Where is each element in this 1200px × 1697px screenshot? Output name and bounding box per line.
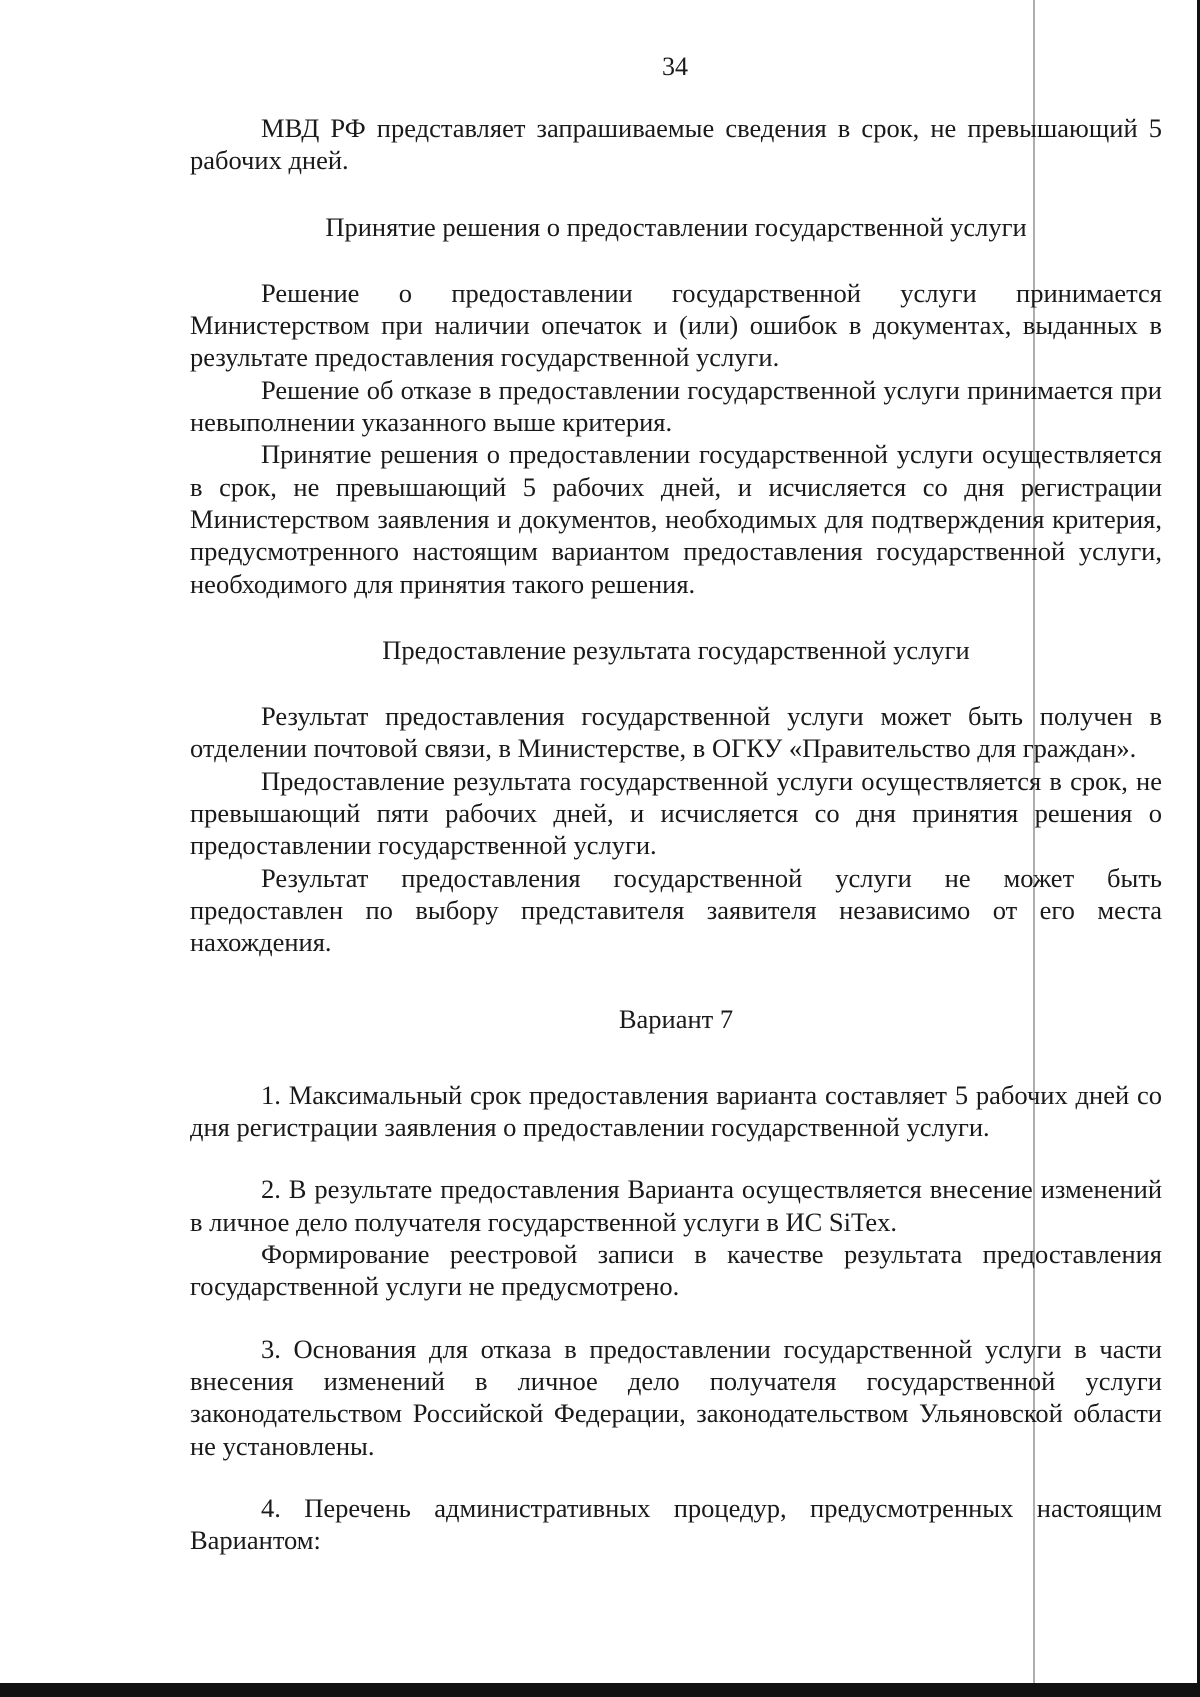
scan-bottom-edge bbox=[0, 1683, 1200, 1697]
item-3-refusal-grounds: 3. Основания для отказа в предоставлении государственной услуги в части внесения изменений в личное дело получателя государственной услуги законодательством Российской Федерации, законодательством Ульяновской области не установлены. bbox=[190, 1333, 1162, 1461]
paragraph-decision-grant: Решение о предоставлении государственной услуги принимается Министерством при наличии опечаток и (или) ошибок в документах, выданных в результате предоставления государственной услуги. bbox=[190, 277, 1162, 373]
document-body bbox=[190, 112, 1162, 1556]
spacer bbox=[190, 1462, 1162, 1492]
paragraph-result-location: Результат предоставления государственной услуги не может быть предоставлен по выбору представителя заявителя независимо от его места нахождения. bbox=[190, 862, 1162, 958]
heading-result-delivery: Предоставление результата государственной услуги bbox=[382, 634, 970, 665]
spacer bbox=[190, 666, 1162, 700]
spacer bbox=[190, 1143, 1162, 1173]
spacer bbox=[190, 243, 1162, 277]
item-1-max-term: 1. Максимальный срок предоставления варианта составляет 5 рабочих дней со дня регистрации заявления о предоставлении государственной услуги. bbox=[190, 1079, 1162, 1143]
paragraph-result-channels: Результат предоставления государственной услуги может быть получен в отделении почтовой связи, в Министерстве, в ОГКУ «Правительство для граждан». bbox=[190, 701, 1162, 764]
item-4-procedures-list: 4. Перечень административных процедур, предусмотренных настоящим Вариантом: bbox=[190, 1492, 1162, 1556]
spacer bbox=[190, 1303, 1162, 1333]
item-2-result: 2. В результате предоставления Варианта осуществляется внесение изменений в личное дело получателя государственной услуги в ИС SiTex. bbox=[190, 1174, 1162, 1237]
heading-decision: Принятие решения о предоставлении государственной услуги bbox=[325, 211, 1027, 242]
paragraph-mvd-request: МВД РФ представляет запрашиваемые сведения в срок, не превышающий 5 рабочих дней. bbox=[190, 113, 1162, 176]
heading-variant-7: Вариант 7 bbox=[618, 1003, 734, 1034]
paragraph-registry-record: Формирование реестровой записи в качестве результата предоставления государственной услуги не предусмотрено. bbox=[190, 1239, 1162, 1302]
page-number: 34 bbox=[662, 52, 688, 81]
spacer bbox=[190, 177, 1162, 211]
spacer bbox=[190, 600, 1162, 634]
spacer bbox=[190, 1035, 1162, 1079]
paragraph-decision-refuse: Решение об отказе в предоставлении государственной услуги принимается при невыполнении указанного выше критерия. bbox=[190, 374, 1162, 438]
spacer bbox=[190, 959, 1162, 1003]
paragraph-decision-term: Принятие решения о предоставлении государственной услуги осуществляется в срок, не превышающий 5 рабочих дней, и исчисляется со дня регистрации Министерством заявления и документов, необходимых для подтверждения критерия, предусмотренного настоящим вариантом предоставления государственной услуги, необходимого для принятия такого решения. bbox=[190, 439, 1162, 599]
paragraph-result-term: Предоставление результата государственной услуги осуществляется в срок, не превышающий пяти рабочих дней, и исчисляется со дня принятия решения о предоставлении государственной услуги. bbox=[190, 765, 1162, 861]
